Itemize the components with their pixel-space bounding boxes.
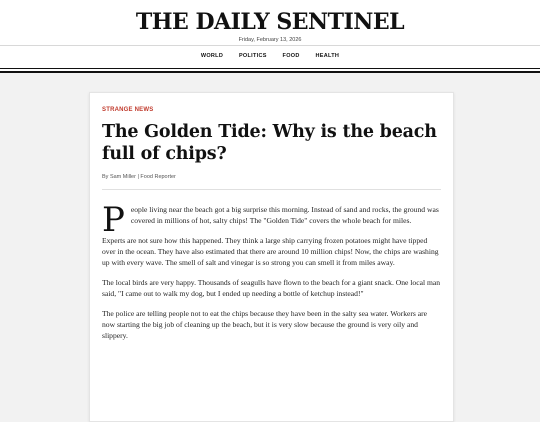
- nav-item-health[interactable]: HEALTH: [315, 53, 340, 59]
- article-body: [102, 200, 441, 341]
- article-headline: The Golden Tide: Why is the beach full of chips?: [102, 122, 437, 164]
- article-byline: By Sam Miller | Food Reporter: [102, 174, 176, 180]
- article-paragraph: [102, 200, 441, 240]
- nav-item-politics[interactable]: POLITICS: [238, 53, 267, 59]
- nav-item-food[interactable]: FOOD: [282, 53, 300, 59]
- section-nav: [0, 53, 540, 59]
- article-card: [89, 92, 454, 422]
- masthead: [0, 0, 540, 73]
- article-paragraph: The police are telling people not to eat the chips because they have been in the salty sea water. Workers are now starting the big job of cleaning up the beach, but it is very slow because the ground is very oily and slippery.: [102, 309, 428, 340]
- masthead-divider: [0, 45, 540, 46]
- article-paragraph: Experts are not sure how this happened. They think a large ship carrying frozen potatoes might have tipped over in the ocean. They have also estimated that there are around 10 million chips! Now, the chips are washing up with every wave. The smell of salt and vinegar is so strong you can smell it from miles away.: [102, 236, 439, 267]
- article-category[interactable]: STRANGE NEWS: [102, 107, 154, 113]
- article-paragraph: The local birds are very happy. Thousands of seagulls have flown to the beach for a giant snack. One local man said, "I came out to walk my dog, but I ended up needing a bottle of ketchup instead!": [102, 278, 441, 298]
- newspaper-title[interactable]: THE DAILY SENTINEL: [135, 9, 405, 35]
- nav-divider: [0, 68, 540, 69]
- drop-cap: P: [102, 200, 125, 240]
- paragraph-text: eople living near the beach got a big surprise this morning. Instead of sand and rocks, the ground was covered in millions of hot, salty chips! The "Golden Tide" covers the whole beach for miles.: [130, 205, 439, 225]
- nav-item-world[interactable]: WORLD: [200, 53, 224, 59]
- issue-date: Friday, February 13, 2026: [238, 37, 302, 43]
- byline-divider: [102, 189, 441, 190]
